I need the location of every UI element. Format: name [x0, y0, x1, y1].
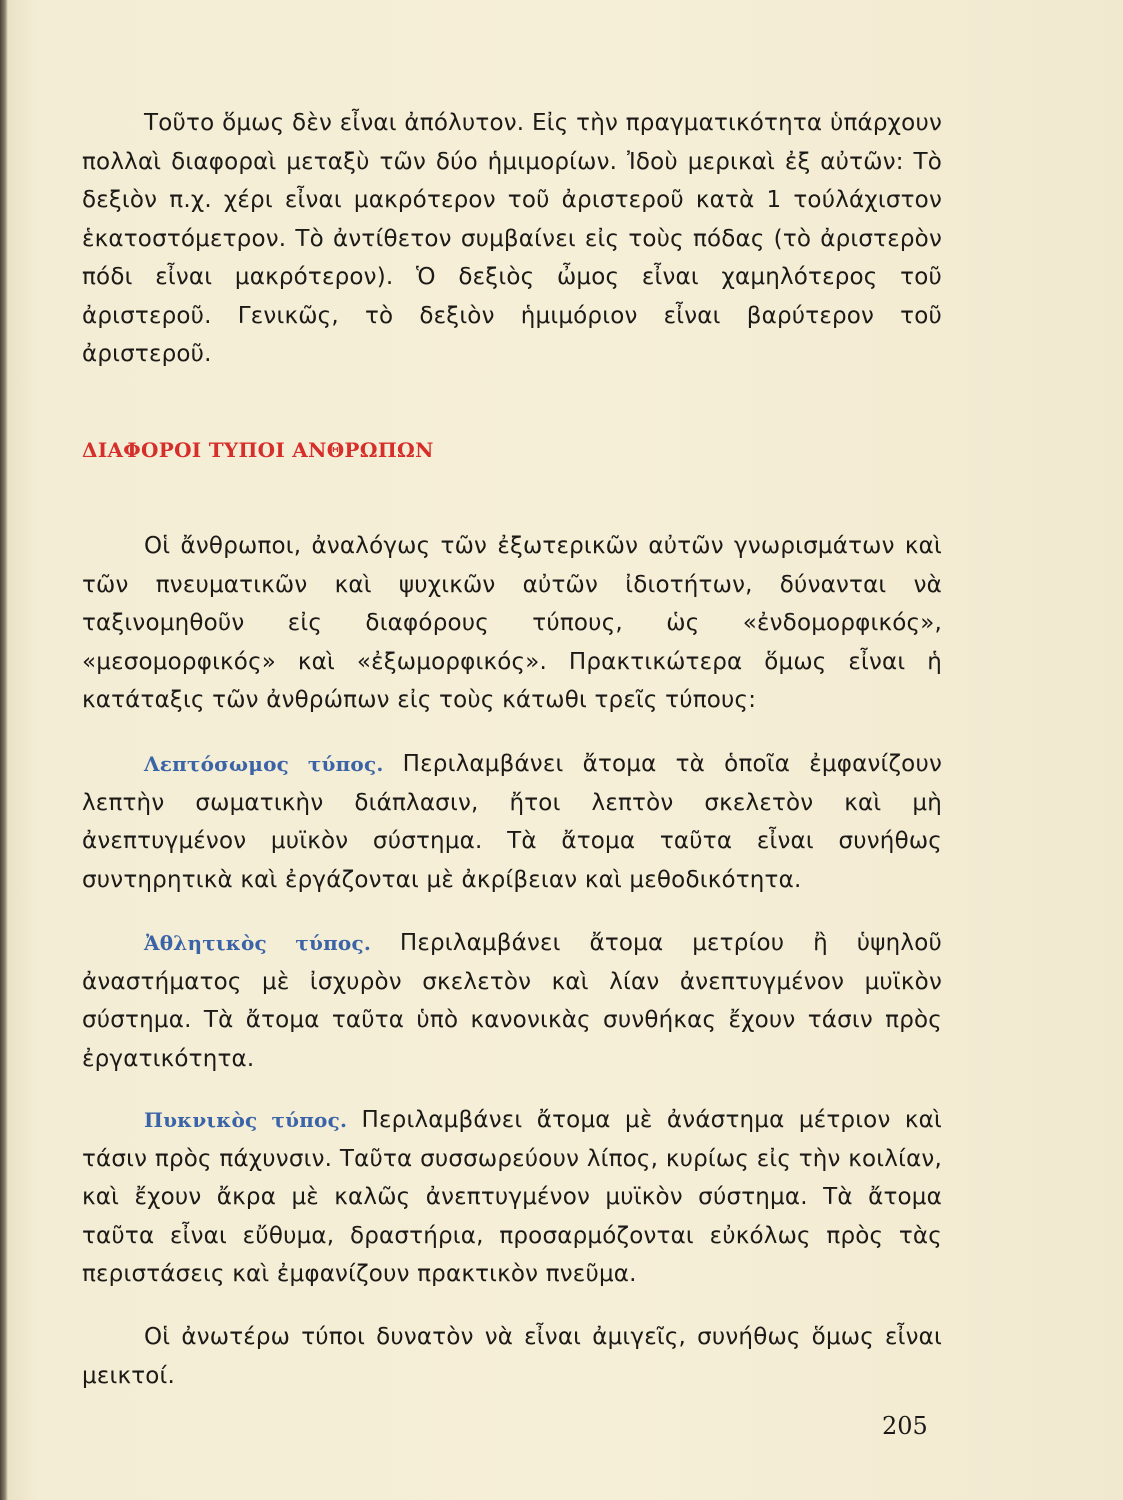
pyknic-description: Περιλαμβάνει ἄτομα μὲ ἀνάστημα μέτριον καὶ τάσιν πρὸς πάχυνσιν. Ταῦτα συσσωρεύουν λίπος, κυρίως εἰς τὴν κοιλίαν, καὶ ἔχουν ἄκρα μὲ καλῶς ἀνεπτυγμένον μυϊκὸν σύστημα. Τὰ ἄτομα ταῦτα εἶναι εὔθυμα, δραστήρια, προσαρμόζονται εὐκόλως πρὸς τὰς περιστάσεις καὶ ἐμφανίζουν πρακτικὸν πνεῦμα.	[82, 1107, 942, 1287]
leptosomic-description: Περιλαμβάνει ἄτομα τὰ ὁποῖα ἐμφανίζουν λεπτὴν σωματικὴν διάπλασιν, ἤτοι λεπτὸν σκελετὸν καὶ μὴ ἀνεπτυγμένον μυϊκὸν σύστημα. Τὰ ἄτομα ταῦτα εἶναι συνήθως συντηρητικὰ καὶ ἐργάζονται μὲ ἀκρίβειαν καὶ μεθοδικότητα.	[82, 751, 943, 893]
paragraph-pyknic-type	[82, 1101, 942, 1294]
section-heading: ΔΙΑΦΟΡΟΙ ΤΥΠΟΙ ΑΝΘΡΩΠΩΝ	[82, 438, 434, 462]
athletic-description: Περιλαμβάνει ἄτομα μετρίου ἢ ὑψηλοῦ ἀναστήματος μὲ ἰσχυρὸν σκελετὸν καὶ λίαν ἀνεπτυγμένον μυϊκὸν σύστημα. Τὰ ἄτομα ταῦτα ὑπὸ κανονικὰς συνθήκας ἔχουν τάσιν πρὸς ἐργατικότητα.	[82, 930, 942, 1072]
book-spine-shadow	[0, 0, 8, 1500]
term-leptosomic: Λεπτόσωμος τύπος.	[144, 752, 384, 776]
paragraph-hemisphere-differences: Τοῦτο ὅμως δὲν εἶναι ἀπόλυτον. Εἰς τὴν πραγματικότητα ὑπάρχουν πολλαὶ διαφοραὶ μεταξὺ τῶν δύο ἡμιμορίων. Ἰδοὺ μερικαὶ ἐξ αὐτῶν: Τὸ δεξιὸν π.χ. χέρι εἶναι μακρότερον τοῦ ἀριστεροῦ κατὰ 1 τούλάχιστον ἑκατοστόμετρον. Τὸ ἀντίθετον συμβαίνει εἰς τοὺς πόδας (τὸ ἀριστερὸν πόδι εἶναι μακρότερον). Ὁ δεξιὸς ὦμος εἶναι χαμηλότερος τοῦ ἀριστεροῦ. Γενικῶς, τὸ δεξιὸν ἡμιμόριον εἶναι βαρύτερον τοῦ ἀριστεροῦ.	[82, 110, 942, 367]
page-number: 205	[882, 1412, 928, 1440]
paragraph-human-types-intro: Οἱ ἄνθρωποι, ἀναλόγως τῶν ἐξωτερικῶν αὐτῶν γνωρισμάτων καὶ τῶν πνευματικῶν καὶ ψυχικῶν αὐτῶν ἰδιοτήτων, δύνανται νὰ ταξινομηθοῦν εἰς διαφόρους τύπους, ὡς «ἐνδομορφικός», «μεσομορφικός» καὶ «ἐξωμορφικός». Πρακτικώτερα ὅμως εἶναι ἡ κατάταξις τῶν ἀνθρώπων εἰς τοὺς κάτωθι τρεῖς τύπους:	[82, 533, 942, 713]
term-pyknic: Πυκνικὸς τύπος.	[144, 1108, 348, 1132]
term-athletic: Ἀθλητικὸς τύπος.	[144, 931, 372, 955]
paragraph-leptosomic-type	[82, 745, 942, 899]
paragraph-athletic-type	[82, 924, 942, 1078]
paragraph-conclusion: Οἱ ἀνωτέρω τύποι δυνατὸν νὰ εἶναι ἀμιγεῖς, συνήθως ὅμως εἶναι μεικτοί.	[82, 1324, 942, 1389]
